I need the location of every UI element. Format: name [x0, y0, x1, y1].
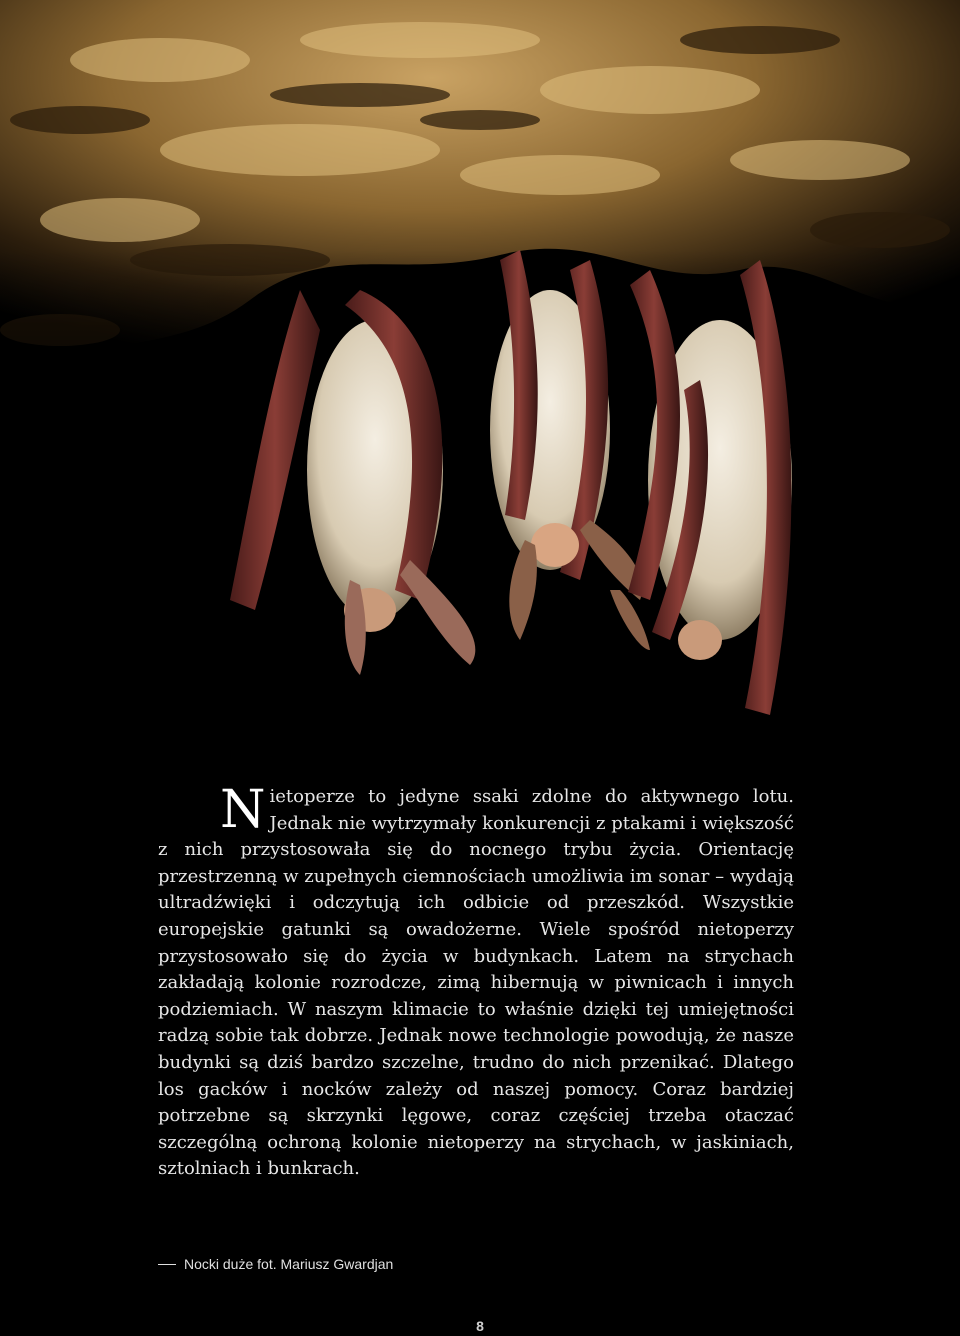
caption-dash [158, 1264, 176, 1265]
article-body: ietoperze to jedyne ssaki zdolne do aktywnego lotu. Jednak nie wytrzymały konkurencji z ptakami i większość z nich przystosowała się do nocnego trybu życia. Orientację przestrzenną w zupełnych ciemnościach umożliwia im sonar – wydają ultradźwięki i odczytują ich odbicie od przeszkód. Wszystkie europejskie gatunki są owadożerne. Wiele spośród nietoperzy przystosowało się do życia w budynkach. Latem na strychach zakładają kolonie rozrodcze, zimą hibernują w piwnicach i innych podziemiach. W naszym klimacie to właśnie dzięki tej umiejętności radzą sobie tak dobrze. Jednak nowe technologie powodują, że nasze budynki są dziś bardzo szczelne, trudno do nich przenikać. Dlatego los gacków i nocków zależy od naszej pomocy. Coraz bardziej potrzebne są skrzynki lęgowe, coraz częściej trzeba otaczać szczególną ochroną kolonie nietoperzy na strychach, w jaskiniach, sztolniach i bunkrach. [158, 786, 794, 1180]
page-number: 8 [476, 1318, 484, 1334]
photo-caption [158, 1256, 393, 1272]
drop-cap: N [220, 780, 266, 840]
caption-text: Nocki duże fot. Mariusz Gwardjan [184, 1256, 394, 1272]
article-text [158, 780, 794, 1183]
